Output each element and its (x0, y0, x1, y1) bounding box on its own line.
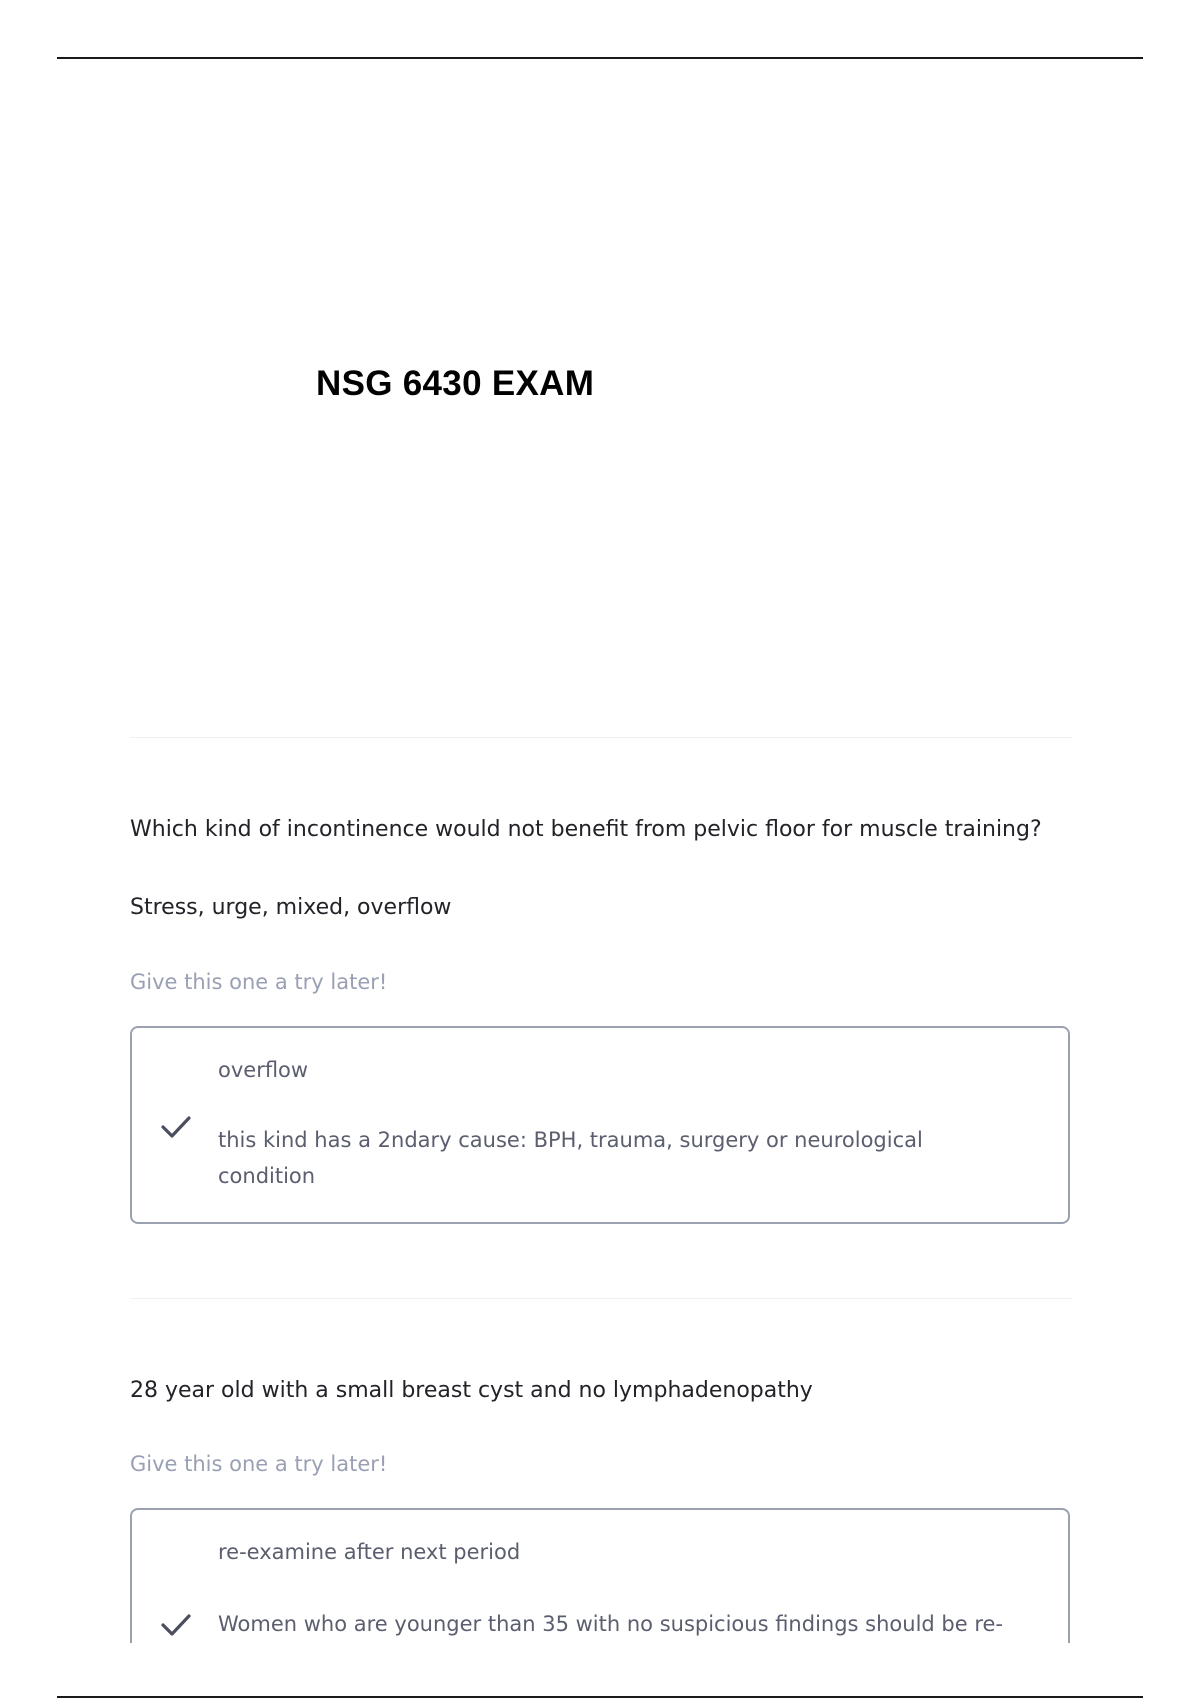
page-top-rule (57, 57, 1143, 59)
answer-term: re-examine after next period (218, 1540, 521, 1564)
try-later-hint[interactable]: Give this one a try later! (130, 1452, 388, 1476)
options-text: Stress, urge, mixed, overflow (130, 895, 452, 920)
answer-explanation: Women who are younger than 35 with no suspicious findings should be re- (218, 1612, 1004, 1636)
document-title: NSG 6430 EXAM (316, 364, 595, 403)
question-text: Which kind of incontinence would not benefit from pelvic floor for muscle training? (130, 817, 1042, 842)
answer-explanation: this kind has a 2ndary cause: BPH, trauma, surgery or neurological condition (218, 1128, 923, 1188)
section-divider (130, 737, 1072, 738)
answer-term: overflow (218, 1058, 309, 1082)
section-divider (130, 1298, 1072, 1299)
page-clip-region (0, 1490, 1200, 1643)
check-icon (160, 1114, 192, 1140)
question-text: 28 year old with a small breast cyst and no lymphadenopathy (130, 1378, 813, 1403)
check-icon (160, 1612, 192, 1638)
answer-card[interactable] (130, 1508, 1070, 1643)
answer-card[interactable] (130, 1026, 1070, 1224)
page-bottom-rule (57, 1696, 1143, 1698)
try-later-hint[interactable]: Give this one a try later! (130, 970, 388, 994)
